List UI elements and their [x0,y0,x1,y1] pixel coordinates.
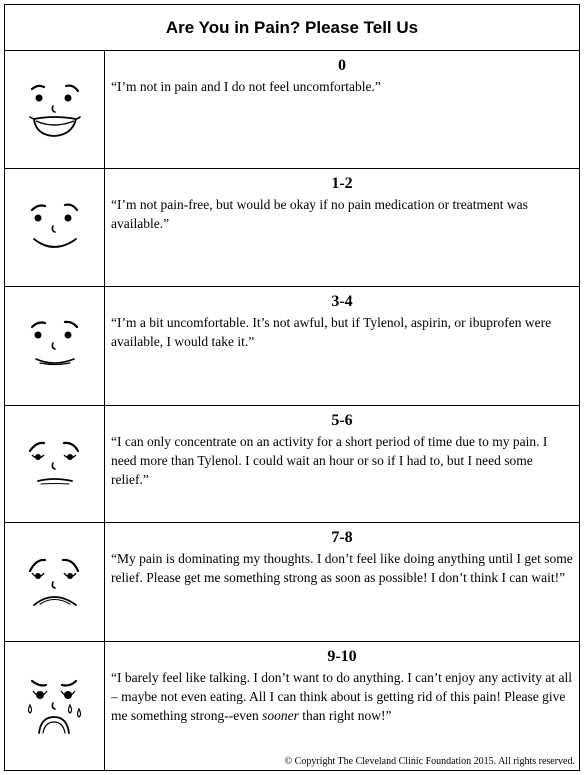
face-cell [5,523,105,641]
pain-scale-sheet [4,4,580,771]
pain-row-9-10 [5,642,579,770]
face-cell [5,642,105,770]
pain-row-7-8 [5,523,579,642]
pain-description: “I can only concentrate on an activity for a short period of time due to my pain. I need more than Tylenol. I could wait an hour or so if I had to, but I need some relief.” [111,434,548,487]
pain-row-5-6 [5,406,579,523]
pain-description [111,668,573,725]
copyright-notice: © Copyright The Cleveland Clinic Foundation 2015. All rights reserved. [284,756,575,767]
pain-description: “I’m not in pain and I do not feel uncomfortable.” [111,79,381,94]
pain-level: 5-6 [331,412,353,429]
emphasis-text: sooner [262,708,299,723]
pain-row-0 [5,51,579,169]
pain-level: 3-4 [331,293,353,310]
pain-level: 7-8 [331,529,353,546]
face-cell [5,51,105,168]
page-title: Are You in Pain? Please Tell Us [5,5,579,51]
pain-description: “My pain is dominating my thoughts. I don’t feel like doing anything until I get some relief. Please get me something strong as soon as possible! I don’t think I can wait!” [111,551,573,585]
pain-description-part: “I barely feel like talking. I don’t want to do anything. I can’t enjoy any activity at all – maybe not even eating. All I can think about is getting rid of this pain! Please give me something strong--even [111,670,572,723]
face-cell [5,406,105,522]
sad-face-icon [24,547,86,617]
pain-row-1-2 [5,169,579,287]
pain-level: 0 [338,57,346,74]
pain-row-3-4 [5,287,579,406]
pain-description: “I’m not pain-free, but would be okay if no pain medication or treatment was available.” [111,197,528,231]
pain-description-part: than right now!” [298,708,392,723]
pain-level: 9-10 [327,648,357,665]
slightly-uncomfortable-face-icon [24,311,86,381]
very-happy-face-icon [24,75,86,145]
crying-face-icon [24,671,86,741]
happy-face-icon [24,193,86,263]
pain-level: 1-2 [331,175,353,192]
moderate-pain-face-icon [24,429,86,499]
pain-description: “I’m a bit uncomfortable. It’s not awful, but if Tylenol, aspirin, or ibuprofen were available, I would take it.” [111,315,552,349]
face-cell [5,169,105,286]
face-cell [5,287,105,405]
